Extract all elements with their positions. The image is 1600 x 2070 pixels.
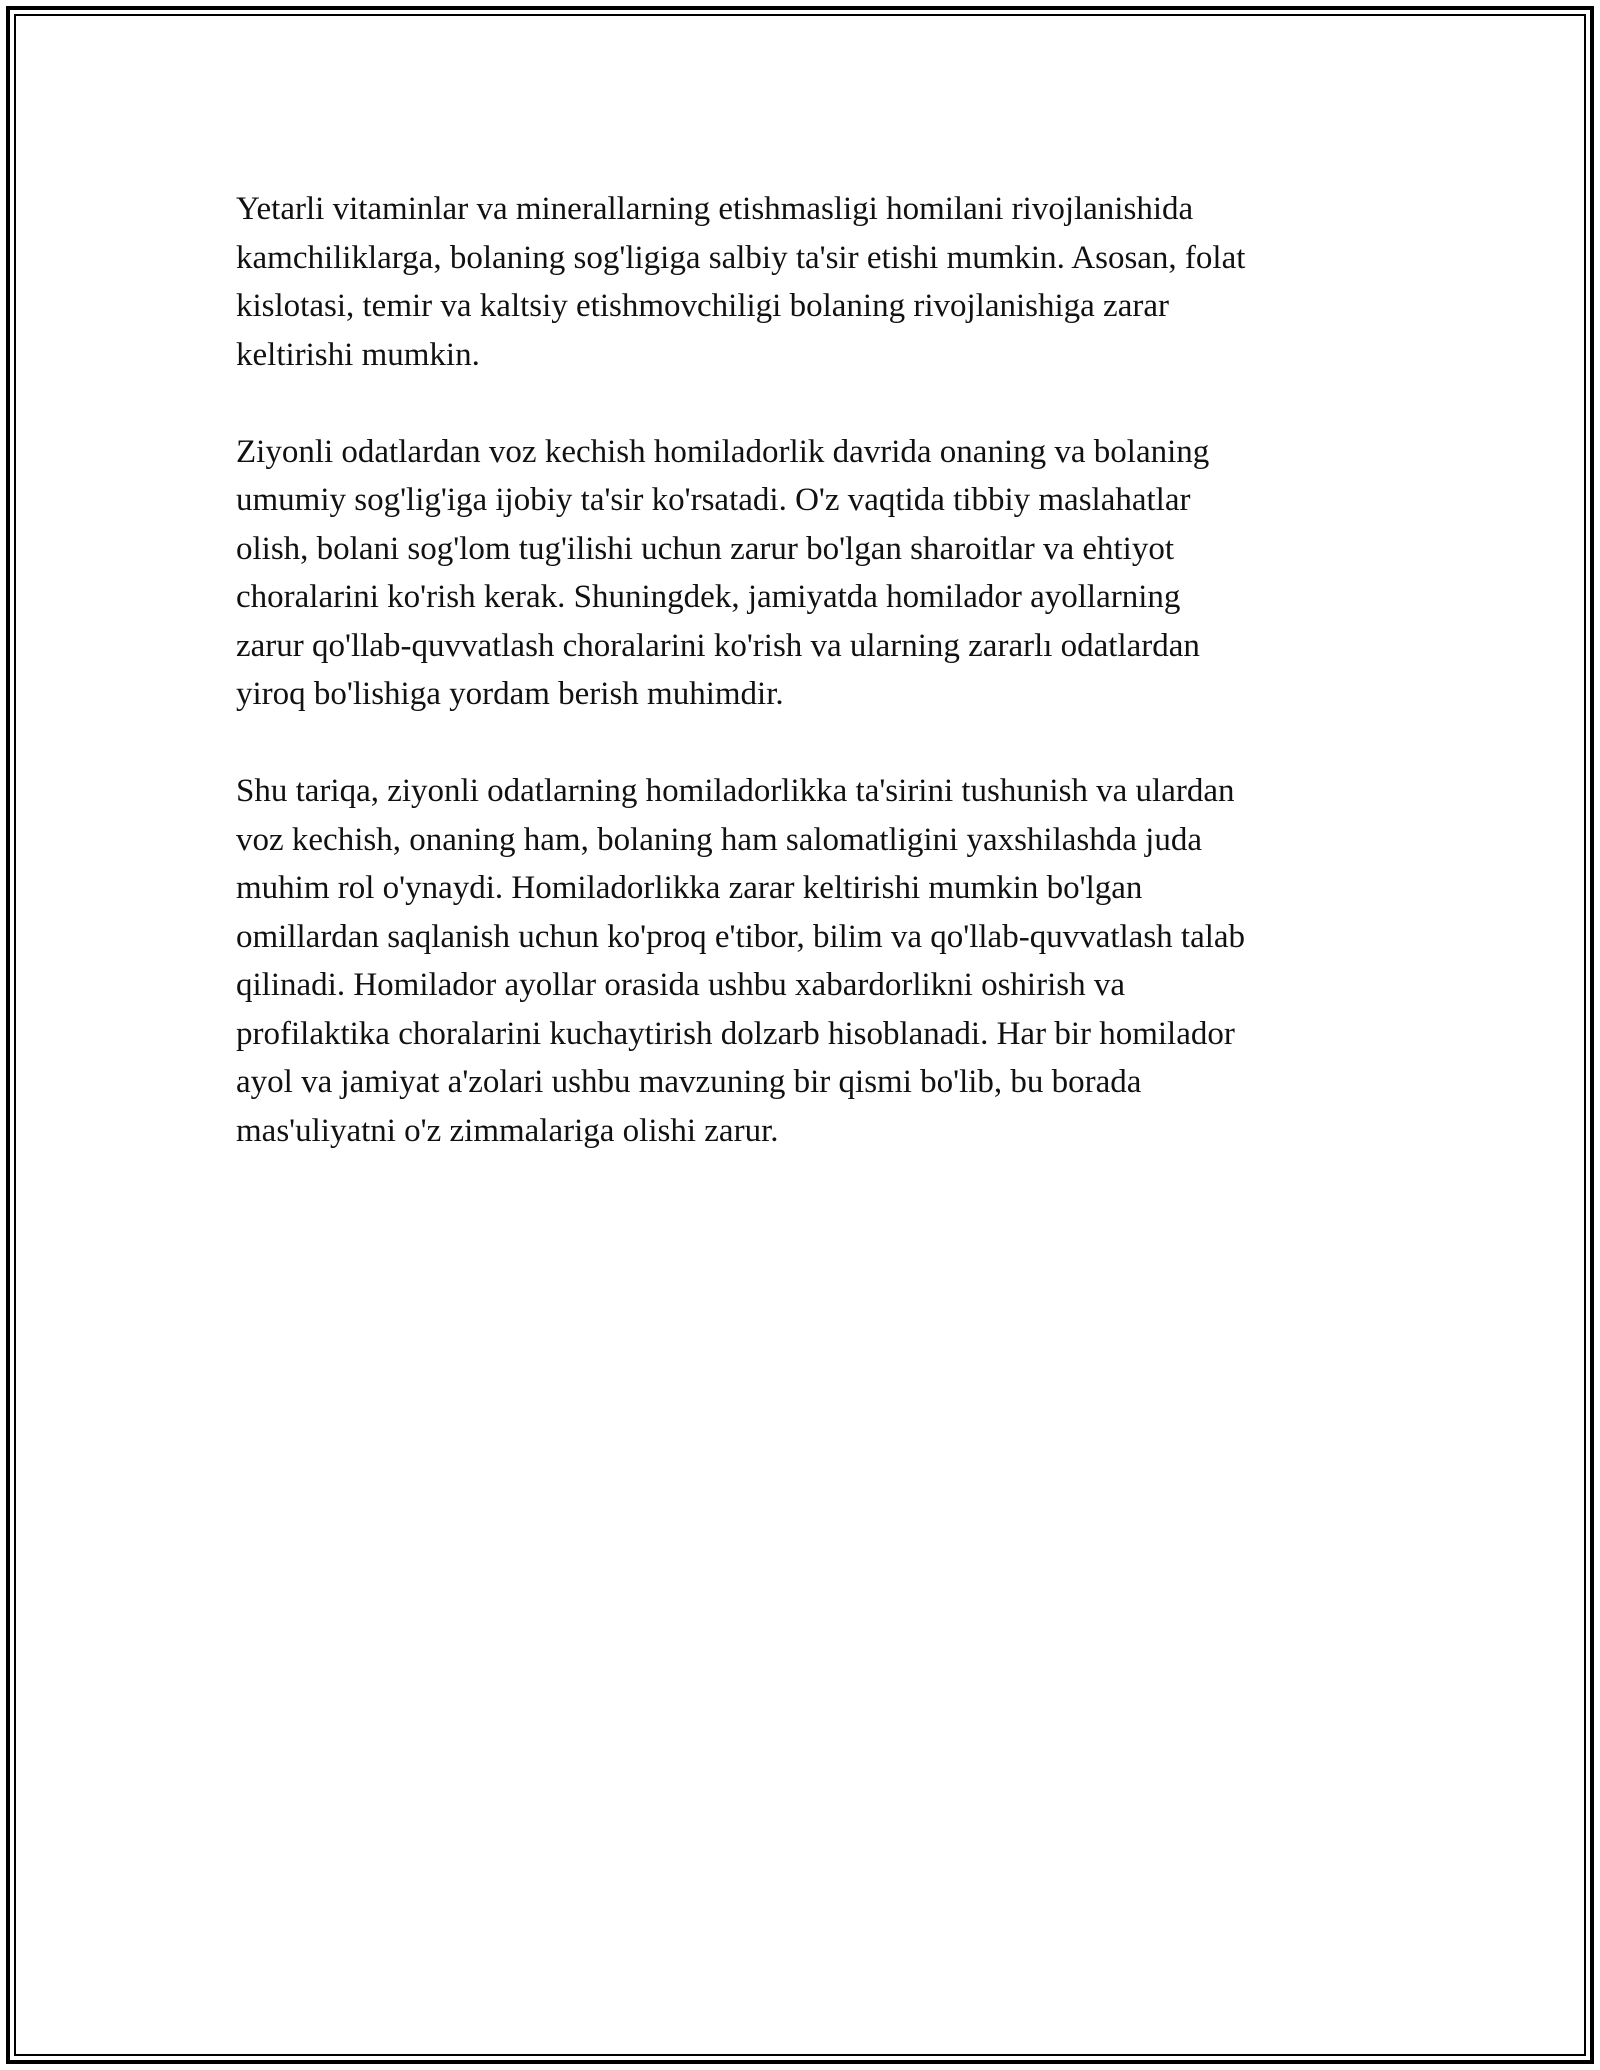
paragraph-1: Yetarli vitaminlar va minerallarning etishmasligi homilani rivojlanishida kamchiliklarga, bolaning sog'ligiga salbiy ta'sir etishi mumkin. Asosan, folat kislotasi, temir va kaltsiy etishmovchiligi bolaning rivojlanishiga zarar keltirishi mumkin. <box>236 191 1246 373</box>
document-body <box>236 185 1376 1204</box>
paragraph-3: Shu tariqa, ziyonli odatlarning homiladorlikka ta'sirini tushunish va ulardan voz kechish, onaning ham, bolaning ham salomatligini yaxshilashda juda muhim rol o'ynaydi. Homiladorlikka zarar keltirishi mumkin bo'lgan omillardan saqlanish uchun ko'proq e'tibor, bilim va qo'llab-quvvatlash talab qilinadi. Homilador ayollar orasida ushbu xabardorlikni oshirish va profilaktika choralarini kuchaytirish dolzarb hisoblanadi. Har bir homilador ayol va jamiyat a'zolari ushbu mavzuning bir qismi bo'lib, bu borada mas'uliyatni o'z zimmalariga olishi zarur. <box>236 773 1246 1149</box>
paragraph-2: Ziyonli odatlardan voz kechish homiladorlik davrida onaning va bolaning umumiy sog'lig'iga ijobiy ta'sir ko'rsatadi. O'z vaqtida tibbiy maslahatlar olish, bolani sog'lom tug'ilishi uchun zarur bo'lgan sharoitlar va ehtiyot choralarini ko'rish kerak. Shuningdek, jamiyatda homilador ayollarning zarur qo'llab-quvvatlash choralarini ko'rish va ularning zararlı odatlardan yiroq bo'lishiga yordam berish muhimdir. <box>236 433 1210 712</box>
